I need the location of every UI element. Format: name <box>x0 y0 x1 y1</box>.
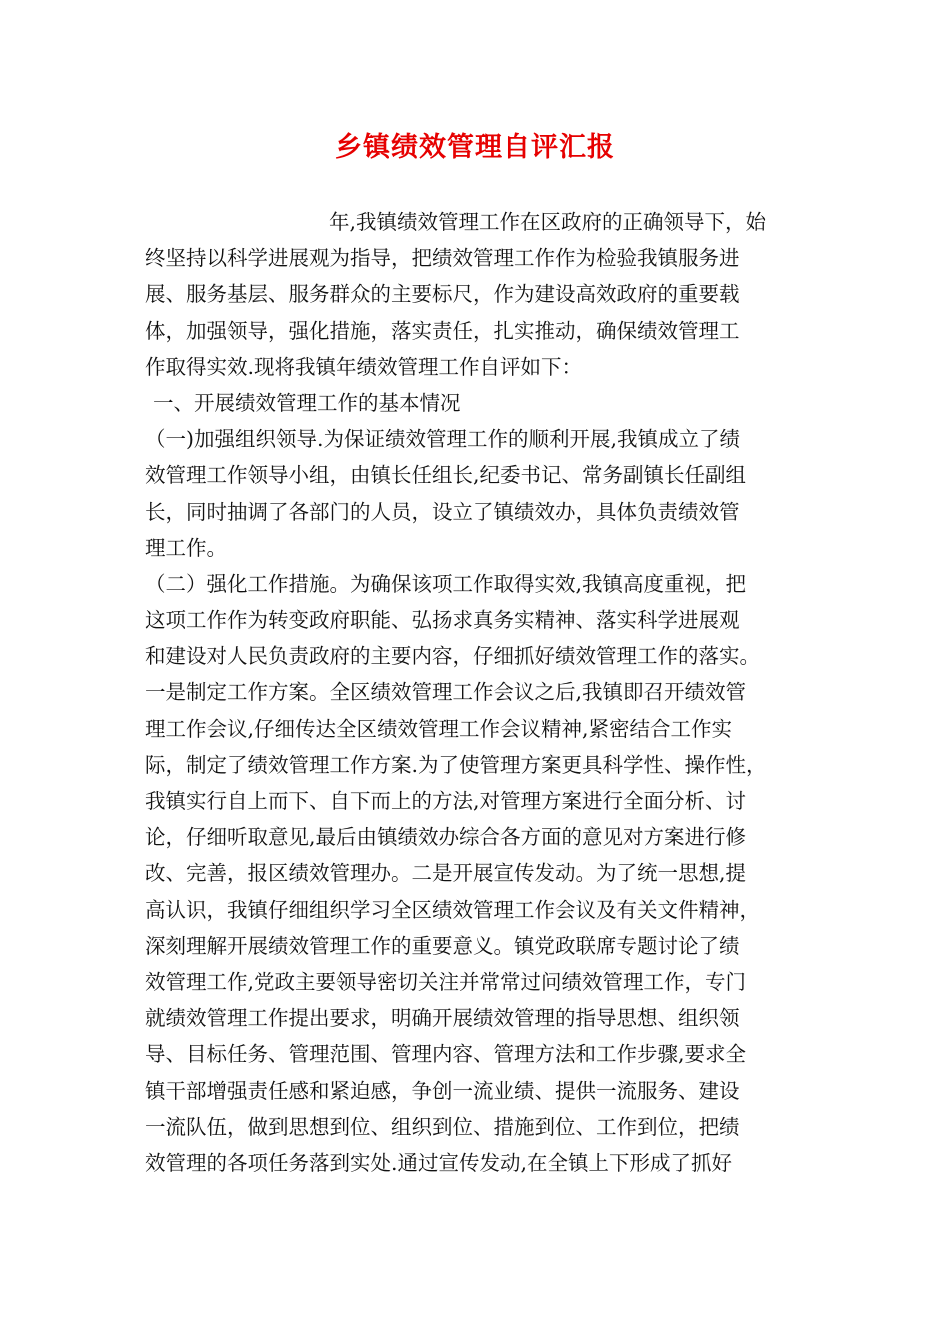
section-heading: 一、开展绩效管理工作的基本情况 <box>153 390 461 415</box>
paragraph-line: 改、完善，报区绩效管理办。二是开展宣传发动。为了统一思想,提 <box>145 861 747 886</box>
paragraph-line: 一流队伍，做到思想到位、组织到位、措施到位、工作到位，把绩 <box>145 1114 740 1139</box>
paragraph-line: 效管理的各项任务落到实处.通过宣传发动,在全镇上下形成了抓好 <box>145 1150 733 1175</box>
paragraph-line: 体，加强领导，强化措施，落实责任，扎实推动，确保绩效管理工 <box>145 318 740 343</box>
paragraph-line: 终坚持以科学进展观为指导，把绩效管理工作作为检验我镇服务进 <box>145 246 740 271</box>
paragraph-line: 理工作。 <box>145 535 227 560</box>
paragraph-line: （二）强化工作措施。为确保该项工作取得实效,我镇高度重视，把 <box>145 571 747 596</box>
paragraph-line: 长，同时抽调了各部门的人员，设立了镇绩效办，具体负责绩效管 <box>145 499 740 524</box>
paragraph-line: 作取得实效.现将我镇年绩效管理工作自评如下： <box>145 354 583 379</box>
paragraph-line: 效管理工作,党政主要领导密切关注并常常过问绩效管理工作，专门 <box>145 969 747 994</box>
paragraph-line: （一)加强组织领导.为保证绩效管理工作的顺利开展,我镇成立了绩 <box>145 427 741 452</box>
document-body <box>145 204 811 1181</box>
document-title: 乡镇绩效管理自评汇报 <box>335 132 615 163</box>
paragraph-line: 高认识，我镇仔细组织学习全区绩效管理工作会议及有关文件精神， <box>145 897 760 922</box>
paragraph-line: 年,我镇绩效管理工作在区政府的正确领导下，始 <box>329 210 767 234</box>
paragraph-line: 效管理工作领导小组，由镇长任组长,纪委书记、常务副镇长任副组 <box>145 463 747 488</box>
paragraph-line: 和建设对人民负责政府的主要内容，仔细抓好绩效管理工作的落实。 <box>145 644 760 669</box>
paragraph-line: 际，制定了绩效管理工作方案.为了使管理方案更具科学性、操作性， <box>145 752 767 777</box>
paragraph-line: 论，仔细听取意见,最后由镇绩效办综合各方面的意见对方案进行修 <box>145 825 747 850</box>
paragraph-line: 理工作会议,仔细传达全区绩效管理工作会议精神,紧密结合工作实 <box>145 716 733 741</box>
paragraph-line: 展、服务基层、服务群众的主要标尺，作为建设高效政府的重要载 <box>145 282 740 307</box>
paragraph-line: 我镇实行自上而下、自下而上的方法,对管理方案进行全面分析、讨 <box>145 789 747 813</box>
paragraph-line: 深刻理解开展绩效管理工作的重要意义。镇党政联席专题讨论了绩 <box>145 933 740 958</box>
paragraph-line: 导、目标任务、管理范围、管理内容、管理方法和工作步骤,要求全 <box>145 1042 747 1067</box>
paragraph-line: 一是制定工作方案。全区绩效管理工作会议之后,我镇即召开绩效管 <box>145 680 747 705</box>
paragraph-line: 就绩效管理工作提出要求，明确开展绩效管理的指导思想、组织领 <box>145 1006 740 1031</box>
paragraph-line: 镇干部增强责任感和紧迫感，争创一流业绩、提供一流服务、建设 <box>145 1078 740 1103</box>
paragraph-line: 这项工作作为转变政府职能、弘扬求真务实精神、落实科学进展观 <box>145 608 740 633</box>
